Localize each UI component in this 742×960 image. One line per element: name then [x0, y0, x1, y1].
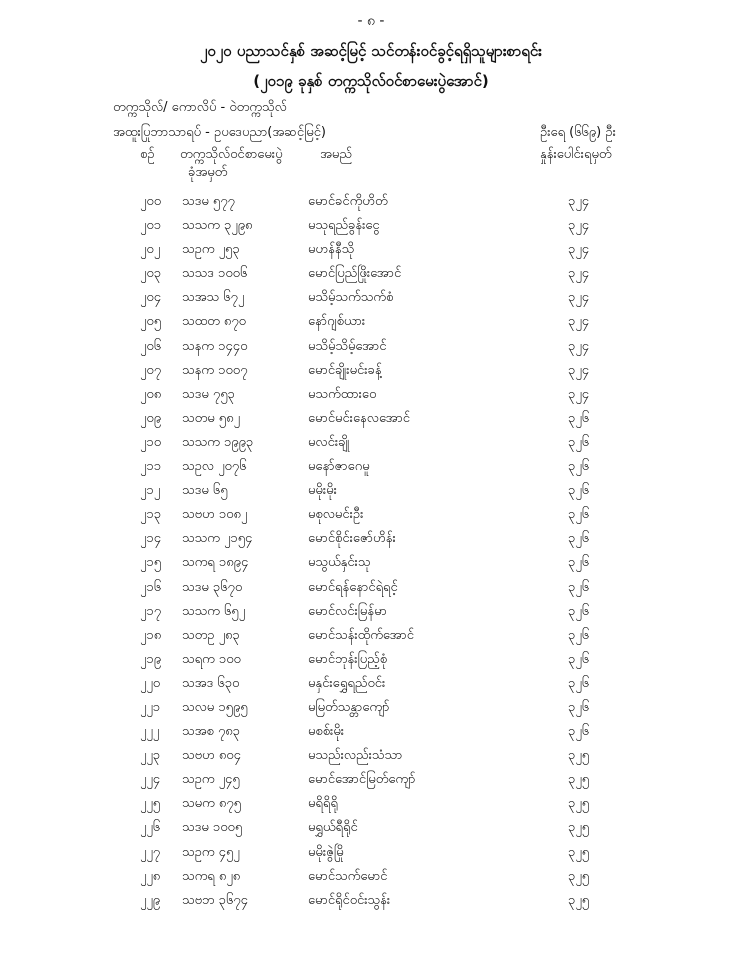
total-score: ၃၂၅: [568, 844, 590, 860]
row-number: ၂၂၇: [140, 844, 161, 860]
exam-number: သရက ၁၀၀: [182, 651, 241, 667]
exam-number: သဒမ ၁၀၀၅: [182, 820, 243, 836]
student-name: မောင်ရန်နောင်ရဲရင့်: [308, 579, 398, 595]
student-name: မလင်းချို: [308, 434, 350, 450]
row-number: ၂၂၈: [140, 868, 161, 884]
exam-number: သတဥ ၂၈၃: [182, 627, 240, 643]
table-row: [0, 627, 742, 651]
total-score: ၃၂၆: [568, 627, 590, 643]
row-number: ၂၀၅: [140, 314, 162, 330]
total-score: ၃၂၆: [568, 675, 590, 691]
total-score: ၃၂၆: [568, 459, 590, 475]
total-score: ၃၂၆: [568, 699, 590, 715]
student-name: မောင်မင်းနေလအောင်: [308, 410, 410, 426]
total-score: ၃၂၄: [568, 218, 590, 234]
exam-number: သနက ၁၄၄၀: [182, 338, 248, 354]
total-score: ၃၂၅: [568, 868, 590, 884]
exam-number: သလမ ၁၅၉၅: [182, 699, 248, 715]
exam-number: သဥက ၂၄၅: [182, 772, 240, 788]
table-row: [0, 795, 742, 819]
student-name: မနှင်းရွှေရည်ဝင်း: [308, 675, 386, 691]
exam-number: သဗဟ ၁၀၈၂: [182, 507, 248, 523]
row-number: ၂၁၄: [140, 531, 162, 547]
student-name: မရွှယ်ရီရိုင်: [308, 820, 358, 836]
total-score: ၃၂၆: [568, 603, 590, 619]
row-number: ၂၂၀: [140, 675, 161, 691]
exam-number: သသက ၁၉၉၃: [182, 434, 254, 450]
exam-number: သမက ၈၇၅: [182, 796, 241, 812]
total-score: ၃၂၆: [568, 507, 590, 523]
total-score: ၃၂၄: [568, 194, 590, 209]
exam-number: သနက ၁၀၀၇: [182, 362, 248, 378]
score-header-line2: နှုန်းပေါင်းရမှတ်: [540, 147, 612, 162]
student-name: မောင်လင်းမြန်မာ: [308, 603, 387, 619]
total-score: ၃၂၅: [568, 772, 590, 788]
student-name: မသိမ့်သိမ့်အောင်: [308, 338, 387, 354]
total-score: ၃၂၅: [568, 748, 590, 764]
exam-number: သကရ ၈၂၈: [182, 868, 241, 884]
exam-number: သဒမ ၆၅: [182, 483, 228, 499]
row-number: ၂၀၄: [140, 290, 162, 306]
header-name: အမည်: [320, 147, 352, 162]
total-score: ၃၂၅: [568, 820, 590, 836]
table-row: [0, 723, 742, 747]
table-row: [0, 747, 742, 771]
student-name: မသွယ်နှင်းသု: [308, 555, 371, 571]
table-row: [0, 506, 742, 530]
table-row: [0, 265, 742, 289]
header-no: စဉ်: [140, 147, 155, 162]
exam-number: သဗဘ ၃၆၇၄: [182, 892, 248, 908]
header-exam-line1: တက္ကသိုလ်ဝင်စာမေးပွဲ: [180, 147, 283, 162]
table-row: [0, 458, 742, 482]
row-number: ၂၀၈: [140, 386, 162, 402]
student-name: မသက်ထားဝေ: [308, 386, 377, 402]
exam-number: သအစ ၇၈၃: [182, 724, 240, 740]
student-name: မမိုးမိုး: [308, 483, 337, 499]
student-name: မသုရည်ခွန်းငွေ: [308, 218, 380, 234]
exam-number: သဒမ ၅၇၇: [182, 194, 235, 209]
student-name: မောင်စိုင်းဇော်ဟိန်း: [308, 531, 396, 547]
total-score: ၃၂၆: [568, 651, 590, 667]
table-row: [0, 892, 742, 916]
total-score: ၃၂၄: [568, 242, 590, 258]
student-name: မစုလမင်းဦး: [308, 507, 364, 523]
total-score: ၃၂၄: [568, 362, 590, 378]
row-number: ၂၂၄: [140, 772, 161, 788]
university-line: တက္ကသိုလ်/ ကောလိပ် - ဝဲတက္ကသိုလ်: [113, 100, 287, 115]
row-number: ၂၀၃: [140, 266, 162, 282]
exam-number: သဒမ ၇၅၃: [182, 386, 235, 402]
row-number: ၂၁၇: [140, 603, 162, 619]
total-score: ၃၂၆: [568, 410, 590, 426]
row-number: ၂၀၉: [140, 410, 162, 426]
table-row: [0, 434, 742, 458]
row-number: ၂၁၁: [140, 459, 162, 475]
exam-number: သဥလ ၂၀၇၆: [182, 459, 247, 475]
exam-number: သသက ၃၂၉၈: [182, 218, 253, 234]
row-number: ၂၁၀: [140, 434, 162, 450]
student-name: မောင်ရိုင်ဝင်းသွန်း: [308, 892, 391, 908]
table-row: [0, 868, 742, 892]
row-number: ၂၁၂: [140, 483, 161, 499]
row-number: ၂၂၁: [140, 699, 161, 715]
table-row: [0, 699, 742, 723]
table-row: [0, 289, 742, 313]
exam-number: သသက ၂၁၅၄: [182, 531, 253, 547]
exam-number: သတမ ၅၈၂: [182, 410, 240, 426]
exam-number: သကရ ၁၈၉၄: [182, 555, 249, 571]
row-number: ၂၂၃: [140, 748, 161, 764]
row-number: ၂၁၅: [140, 555, 162, 571]
total-score: ၃၂၆: [568, 531, 590, 547]
exam-number: သထတ ၈၇၀: [182, 314, 246, 330]
student-name: မောင်ခင်ကိုဟိတ်: [308, 194, 388, 209]
table-row: [0, 579, 742, 603]
total-score: ၃၂၄: [568, 386, 590, 402]
exam-number: သအဒ ၆၃၀: [182, 675, 240, 691]
row-number: ၂၁၃: [140, 507, 162, 523]
total-score: ၃၂၅: [568, 796, 590, 812]
table-row: [0, 651, 742, 675]
student-name: မမြတ်သန္တာကျော်: [308, 699, 390, 715]
document-subtitle: (၂၀၁၉ ခုနှစ် တက္ကသိုလ်ဝင်စာမေးပွဲအောင်): [253, 72, 489, 90]
exam-number: သဥက ၄၅၂: [182, 844, 240, 860]
table-row: [0, 819, 742, 843]
student-name: မောင်သက်မောင်: [308, 868, 388, 884]
student-name: မနော်ဇာဂေမူ: [308, 459, 370, 475]
student-name: မဟန်နီသို: [308, 242, 355, 258]
exam-number: သဥက ၂၅၃: [182, 242, 240, 258]
table-row: [0, 362, 742, 386]
student-name: မမိုးဇွဲမြို: [308, 844, 344, 860]
page-number: - ၈ -: [357, 13, 385, 29]
table-row: [0, 482, 742, 506]
total-score: ၃၂၄: [568, 314, 590, 330]
row-number: ၂၁၆: [140, 579, 162, 595]
total-score: ၃၂၄: [568, 338, 590, 354]
exam-number: သဒမ ၃၆၇၀: [182, 579, 243, 595]
table-row: [0, 410, 742, 434]
document-title: ၂၀၂၀ ပညာသင်နှစ် အဆင့်မြင့် သင်တန်းဝင်ခွင့်ရရှိသူများစာရင်း: [199, 42, 542, 60]
row-number: ၂၁၉: [140, 651, 162, 667]
results-table: [0, 193, 742, 916]
row-number: ၂၂၉: [140, 892, 161, 908]
student-name: မသည်းလည်းသံသာ: [308, 748, 403, 764]
student-name: မောင်သန်းထိုက်အောင်: [308, 627, 414, 643]
total-score: ၃၂၆: [568, 434, 590, 450]
row-number: ၂၀၁: [140, 218, 162, 234]
student-name: မစစ်းမိုး: [308, 724, 345, 740]
table-row: [0, 844, 742, 868]
table-row: [0, 603, 742, 627]
student-name: မောင်အောင်မြတ်ကျော်: [308, 772, 416, 788]
row-number: ၂၀၀: [140, 194, 162, 209]
row-number: ၂၀၂: [140, 242, 161, 258]
table-row: [0, 338, 742, 362]
student-name: မသိမ့်သက်သက်စံ: [308, 290, 394, 306]
table-row: [0, 313, 742, 337]
total-score: ၃၂၆: [568, 579, 590, 595]
table-row: [0, 386, 742, 410]
table-row: [0, 771, 742, 795]
score-header-line1: ဦးရေ (၆၆၉) ဦး: [540, 125, 616, 140]
student-name: မောင်ဘုန်းပြည့်စုံ: [308, 651, 388, 667]
total-score: ၃၂၅: [568, 892, 590, 908]
header-exam-line2: ခုံအမှတ်: [188, 165, 228, 180]
exam-number: သသက ၆၅၂: [182, 603, 246, 619]
student-name: နော်ဂျစ်ယား: [308, 314, 366, 330]
total-score: ၃၂၄: [568, 266, 590, 282]
exam-number: သအသ ၆၇၂: [182, 290, 245, 306]
row-number: ၂၂၂: [140, 724, 160, 740]
row-number: ၂၂၅: [140, 796, 161, 812]
table-row: [0, 241, 742, 265]
exam-number: သဗဟ ၈၀၄: [182, 748, 241, 764]
total-score: ၃၂၆: [568, 483, 590, 499]
exam-number: သသဒ ၁၀၀၆: [182, 266, 248, 282]
student-name: မရိရိရို: [308, 796, 338, 812]
table-row: [0, 530, 742, 554]
total-score: ၃၂၄: [568, 290, 590, 306]
student-name: မောင်ပြည်ဖြိုးအောင်: [308, 266, 402, 282]
row-number: ၂၁၈: [140, 627, 162, 643]
table-row: [0, 217, 742, 241]
total-score: ၃၂၆: [568, 555, 590, 571]
total-score: ၃၂၆: [568, 724, 590, 740]
student-name: မောင်ချိုးမင်းခန့်: [308, 362, 382, 378]
table-row: [0, 675, 742, 699]
row-number: ၂၀၇: [140, 362, 162, 378]
specialization-line: အထူးပြုဘာသာရပ် - ဥပဒေပညာ(အဆင့်မြင့်): [113, 125, 326, 140]
table-row: [0, 554, 742, 578]
table-row: [0, 193, 742, 217]
row-number: ၂၀၆: [140, 338, 162, 354]
row-number: ၂၂၆: [140, 820, 161, 836]
